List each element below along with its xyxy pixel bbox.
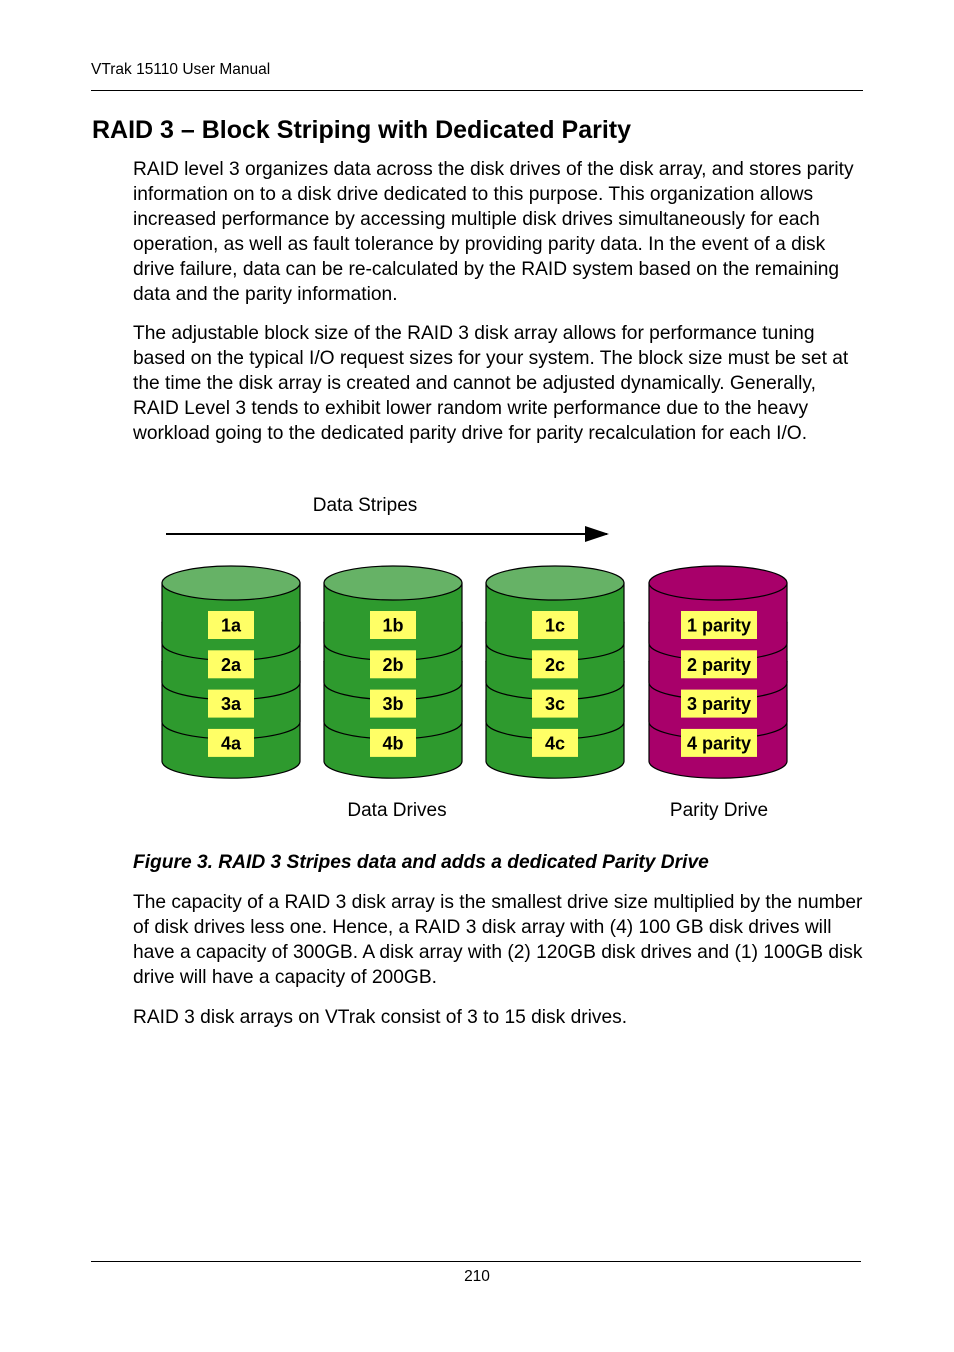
stripe-block-label: 2a [220,654,242,675]
stripe-block-label: 3b [382,694,404,715]
figure-caption: Figure 3. RAID 3 Stripes data and adds a dedicated Parity Drive [133,852,709,873]
running-header: VTrak 15110 User Manual [91,61,271,78]
stripe-block-label: 1a [220,615,242,636]
raid3-figure [0,480,954,840]
data-drives-label: Data Drives [347,800,447,821]
paragraph-block-size: The adjustable block size of the RAID 3 disk array allows for performance tuning based on the typical I/O request sizes for your system. The block size must be set at the time the disk array is created and cannot be adjusted dynamically. Generally, RAID Level 3 tends to exhibit lower random write performance due to the heavy workload going to the dedicated parity drive for parity recalculation for each I/O. [133,323,849,444]
footer-rule [91,1261,861,1262]
stripe-block-label: 3 parity [686,694,752,715]
platter-top [324,566,462,600]
stripe-block-label: 2 parity [686,654,752,675]
paragraph-capacity: The capacity of a RAID 3 disk array is the smallest drive size multiplied by the number of disk drives less one. Hence, a RAID 3 disk array with (4) 100 GB disk drives will have a capacity of 300GB. A disk array with (2) 120GB disk drives and (1) 100GB disk drive will have a capacity of 200GB. [133,892,863,988]
paragraph-drive-count: RAID 3 disk arrays on VTrak consist of 3 to 15 disk drives. [133,1007,628,1028]
page-number: 210 [464,1268,490,1285]
platter-top [162,566,300,600]
stripe-block-label: 1b [382,615,404,636]
header-rule [91,90,863,91]
paragraph-raid3-overview: RAID level 3 organizes data across the disk drives of the disk array, and stores parity information on to a disk drive dedicated to this purpose. This organization allows increased performance by accessing multiple disk drives simultaneously for each operation, as well as fault tolerance by providing parity data. In the event of a disk drive failure, data can be re-calculated by the RAID system based on the remaining data and the parity information. [133,159,854,305]
stripe-block-label: 2c [544,654,566,675]
stripe-block-label: 1c [544,615,566,636]
disk-drive-3 [486,566,624,778]
disk-drive-2 [324,566,462,778]
stripe-block-label: 4c [544,733,566,754]
data-stripes-label: Data Stripes [312,495,418,516]
parity-drive-label: Parity Drive [669,800,769,821]
stripe-block-label: 3a [220,694,242,715]
section-title: RAID 3 – Block Striping with Dedicated Parity [92,116,632,144]
stripe-block-label: 2b [382,654,404,675]
disk-drive-1 [162,566,300,778]
stripe-block-label: 4b [382,733,404,754]
raid3-diagram [0,480,954,840]
stripe-block-label: 4 parity [686,733,752,754]
platter-top [486,566,624,600]
disk-drive-4 [649,566,787,778]
stripe-block-label: 1 parity [686,615,752,636]
stripe-block-label: 3c [544,694,566,715]
platter-top [649,566,787,600]
stripe-block-label: 4a [220,733,242,754]
